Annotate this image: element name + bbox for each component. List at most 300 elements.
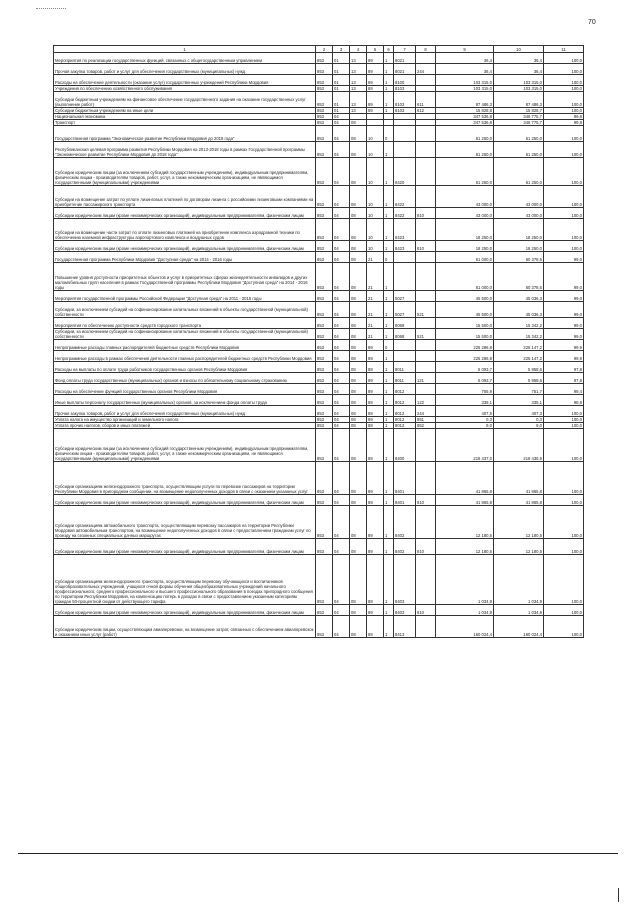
cell-c3: 01 (333, 92, 350, 108)
cell-c3: 01 (333, 64, 350, 75)
cell-c4: 13 (350, 53, 367, 64)
cell-c11: 100,0 (544, 75, 584, 86)
cell-c5: 89 (367, 75, 384, 86)
cell-c4: 08 (350, 263, 367, 291)
cell-c10: 9,0 (494, 423, 544, 429)
cell-c8: 521 (416, 329, 436, 340)
cell-c7: 8423 (394, 241, 416, 252)
cell-c8: 810 (416, 539, 436, 555)
cell-c4: 08 (350, 340, 367, 351)
cell-c11: 100,0 (544, 429, 584, 462)
table-row (54, 318, 584, 329)
column-number-7: 7 (394, 46, 416, 53)
table-row (54, 126, 584, 142)
row-name: Прочая закупка товаров, работ и услуг для обеспечения государственных (муниципальных) нужд (54, 406, 316, 417)
row-name: Повышение уровня доступности приоритетных объектов и услуг в приоритетных сферах жизнедеятельности инвалидов и других маломобильных групп населения в рамках Государственной программы Республики Мордовия "Доступная среда" на 2014 - 2016 годы (54, 263, 316, 291)
cell-c11: 100,0 (544, 208, 584, 219)
cell-c11: 100,0 (544, 86, 584, 92)
table-row (54, 241, 584, 252)
table-row (54, 186, 584, 208)
cell-c5: 89 (367, 108, 384, 114)
cell-c7: 8068 (394, 329, 416, 340)
cell-c7: 8100 (394, 75, 416, 86)
cell-c6: 1 (384, 462, 394, 495)
cell-c7 (394, 126, 416, 142)
column-number-11: 11 (544, 46, 584, 53)
cell-c9: 36,4 (436, 53, 494, 64)
cell-c2: 853 (316, 417, 333, 423)
cell-c9: 43 000,0 (436, 208, 494, 219)
cell-c4: 08 (350, 208, 367, 219)
table-row (54, 495, 584, 506)
column-number-4: 4 (350, 46, 367, 53)
table-row (54, 406, 584, 417)
cell-c9: 61 000,0 (436, 263, 494, 291)
cell-c6: 1 (384, 395, 394, 406)
cell-c5: 10 (367, 126, 384, 142)
cell-c11: 100,0 (544, 142, 584, 158)
cell-c7: 8011 (394, 373, 416, 384)
cell-c9: 41 865,8 (436, 495, 494, 506)
cell-c6: 1 (384, 417, 394, 423)
cell-c6: 1 (384, 302, 394, 318)
cell-c6: 1 (384, 158, 394, 186)
cell-c9: 225 286,8 (436, 340, 494, 351)
cell-c4: 08 (350, 605, 367, 616)
row-name: Субсидии юридическим лицам, осуществляющим авиаперевозки, на возмещение затрат, связанных с обеспечением авиаперевозок и оказанием иных услуг (работ) (54, 616, 316, 638)
cell-c7: 8422 (394, 208, 416, 219)
cell-c2: 853 (316, 429, 333, 462)
cell-c7 (394, 263, 416, 291)
cell-c6: 1 (384, 605, 394, 616)
cell-c7: 8021 (394, 64, 416, 75)
cell-c7: 8422 (394, 186, 416, 208)
budget-table (53, 45, 584, 638)
cell-c9: 61 000,0 (436, 252, 494, 263)
cell-c7: 8402 (394, 539, 416, 555)
cell-c2: 853 (316, 158, 333, 186)
cell-c9: 339,1 (436, 395, 494, 406)
cell-c4: 08 (350, 362, 367, 373)
cell-c4: 08 (350, 318, 367, 329)
cell-c11: 98,8 (544, 395, 584, 406)
cell-c5: 89 (367, 406, 384, 417)
table-row (54, 329, 584, 340)
cell-c6: 1 (384, 318, 394, 329)
cell-c7: 8068 (394, 318, 416, 329)
cell-c6: 1 (384, 108, 394, 114)
cell-c6: 1 (384, 373, 394, 384)
cell-c2: 853 (316, 120, 333, 126)
cell-c3: 04 (333, 252, 350, 263)
table-row (54, 362, 584, 373)
cell-c10: 60 378,5 (494, 263, 544, 291)
cell-c2: 853 (316, 241, 333, 252)
table-row (54, 208, 584, 219)
cell-c10: 43 000,0 (494, 186, 544, 208)
cell-c11: 100,0 (544, 108, 584, 114)
cell-c6: 1 (384, 75, 394, 86)
cell-c5: 21 (367, 252, 384, 263)
column-number-5: 5 (367, 46, 384, 53)
row-name: Субсидии юридическим лицам (за исключением субсидий государственным учреждениям), индивидуальным предпринимателям, физическим лицам - производителям товаров, работ, услуг, а также некоммерческим организациям, не являющимся государственными (муниципальными) учреждениями (54, 429, 316, 462)
row-name: Учреждения по обеспечению хозяйственного обслуживания (54, 86, 316, 92)
cell-c2: 853 (316, 539, 333, 555)
table-row (54, 53, 584, 64)
cell-c5: 89 (367, 495, 384, 506)
cell-c4: 13 (350, 92, 367, 108)
cell-c3: 01 (333, 75, 350, 86)
cell-c4: 08 (350, 616, 367, 638)
cell-c2: 853 (316, 373, 333, 384)
cell-c10: 335,1 (494, 395, 544, 406)
cell-c9: 1 034,9 (436, 555, 494, 605)
cell-c11: 99,9 (544, 351, 584, 362)
cell-c6: 1 (384, 539, 394, 555)
cell-c2: 853 (316, 92, 333, 108)
cell-c7: 8402 (394, 506, 416, 539)
cell-c3: 04 (333, 114, 350, 120)
cell-c3: 04 (333, 362, 350, 373)
row-name: Государственная программа Республики Мордовия "Доступная среда" на 2014 - 2016 годы (54, 252, 316, 263)
cell-c7: 5027 (394, 302, 416, 318)
cell-c6: 1 (384, 241, 394, 252)
cell-c9: 6 093,7 (436, 373, 494, 384)
cell-c3: 04 (333, 241, 350, 252)
cell-c7: 8423 (394, 219, 416, 241)
cell-c8 (416, 616, 436, 638)
cell-c2: 853 (316, 340, 333, 351)
row-name: Субсидии юридическим лицам (кроме некоммерческих организаций), индивидуальным предпринимателям, физическим лицам (54, 208, 316, 219)
cell-c11: 100,0 (544, 241, 584, 252)
cell-c4: 08 (350, 142, 367, 158)
table-row (54, 92, 584, 108)
cell-c3: 04 (333, 429, 350, 462)
cell-c10: 36,4 (494, 64, 544, 75)
cell-c7: 8403 (394, 555, 416, 605)
cell-c6: 0 (384, 252, 394, 263)
cell-c8 (416, 555, 436, 605)
cell-c7: 8401 (394, 495, 416, 506)
cell-c11: 100,0 (544, 64, 584, 75)
cell-c11: 100,0 (544, 92, 584, 108)
cell-c11: 97,8 (544, 373, 584, 384)
cell-c9: 61 250,0 (436, 142, 494, 158)
cell-c5: 89 (367, 53, 384, 64)
cell-c10: 103 315,0 (494, 86, 544, 92)
cell-c4: 08 (350, 291, 367, 302)
cell-c11: 99,0 (544, 291, 584, 302)
cell-c9: 755,9 (436, 384, 494, 395)
cell-c11: 100,0 (544, 406, 584, 417)
cell-c10: 61 250,0 (494, 142, 544, 158)
row-name: Субсидии бюджетным учреждениям на иные цели (54, 108, 316, 114)
cell-c2: 853 (316, 64, 333, 75)
cell-c8 (416, 506, 436, 539)
cell-c8: 810 (416, 495, 436, 506)
cell-c9: 225 286,8 (436, 351, 494, 362)
row-name: Уплата налога на имущество организаций и земельного налога (54, 417, 316, 423)
cell-c8: 122 (416, 395, 436, 406)
cell-c5: 89 (367, 395, 384, 406)
cell-c7: 8012 (394, 417, 416, 423)
cell-c4: 08 (350, 555, 367, 605)
cell-c5: 89 (367, 462, 384, 495)
cell-c5: 89 (367, 555, 384, 605)
table-row (54, 616, 584, 638)
row-name: Субсидии, за исключением субсидий на софинансирование капитальных вложений в объекты государственной (муниципальной) собственности (54, 302, 316, 318)
cell-c3: 04 (333, 555, 350, 605)
cell-c7: 8103 (394, 92, 416, 108)
cell-c10: 41 865,8 (494, 495, 544, 506)
cell-c3: 04 (333, 616, 350, 638)
cell-c6: 1 (384, 64, 394, 75)
cell-c9: 45 500,0 (436, 291, 494, 302)
cell-c10: 751,7 (494, 384, 544, 395)
cell-c6: 1 (384, 263, 394, 291)
cell-c8 (416, 126, 436, 142)
table-row (54, 506, 584, 539)
cell-c8 (416, 252, 436, 263)
cell-c8 (416, 219, 436, 241)
cell-c11: 99,0 (544, 318, 584, 329)
cell-c9: 0,3 (436, 417, 494, 423)
cell-c10: 15 342,2 (494, 318, 544, 329)
cell-c7: 8403 (394, 605, 416, 616)
row-name: Транспорт (54, 120, 316, 126)
cell-c8: 851 (416, 417, 436, 423)
cell-c10: 346 775,7 (494, 114, 544, 120)
cell-c11: 100,0 (544, 605, 584, 616)
row-name: Прочая закупка товаров, работ и услуг для обеспечения государственных (муниципальных) нужд (54, 64, 316, 75)
cell-c4: 08 (350, 252, 367, 263)
column-number-2: 2 (316, 46, 333, 53)
cell-c9: 36,4 (436, 64, 494, 75)
cell-c4: 08 (350, 506, 367, 539)
cell-c10: 218 436,9 (494, 429, 544, 462)
cell-c2: 853 (316, 395, 333, 406)
cell-c9: 12 180,5 (436, 539, 494, 555)
cell-c11: 99,0 (544, 329, 584, 340)
cell-c5: 21 (367, 302, 384, 318)
cell-c2: 853 (316, 351, 333, 362)
cell-c3: 04 (333, 539, 350, 555)
cell-c3: 04 (333, 395, 350, 406)
cell-c10: 160 024,4 (494, 616, 544, 638)
row-name: Субсидии юридическим лицам (кроме некоммерческих организаций), индивидуальным предпринимателям, физическим лицам (54, 605, 316, 616)
cell-c8 (416, 462, 436, 495)
cell-c10: 41 865,8 (494, 462, 544, 495)
row-name: Непрограммные расходы в рамках обеспечения деятельности главных распорядителей бюджетных средств Республики Мордовия (54, 351, 316, 362)
cell-c10: 12 180,5 (494, 539, 544, 555)
cell-c9: 87 486,3 (436, 92, 494, 108)
cell-c5: 89 (367, 86, 384, 92)
cell-c9: 6 093,7 (436, 362, 494, 373)
cell-c2: 853 (316, 291, 333, 302)
cell-c4: 13 (350, 108, 367, 114)
cell-c10: 36,4 (494, 53, 544, 64)
table-row (54, 302, 584, 318)
table-row (54, 605, 584, 616)
cell-c7 (394, 351, 416, 362)
cell-c10: 103 315,0 (494, 75, 544, 86)
cell-c7: 8012 (394, 384, 416, 395)
cell-c10: 5 958,6 (494, 362, 544, 373)
cell-c8 (416, 53, 436, 64)
cell-c6: 1 (384, 186, 394, 208)
cell-c8 (416, 429, 436, 462)
cell-c7 (394, 252, 416, 263)
cell-c2: 853 (316, 208, 333, 219)
cell-c6: 1 (384, 142, 394, 158)
row-name: Непрограммные расходы главных распорядителей бюджетных средств Республики Мордовия (54, 340, 316, 351)
cell-c8 (416, 186, 436, 208)
cell-c5: 89 (367, 373, 384, 384)
cell-c11: 100,0 (544, 506, 584, 539)
cell-c5: 10 (367, 208, 384, 219)
cell-c2: 853 (316, 616, 333, 638)
cell-c11: 100,0 (544, 417, 584, 423)
cell-c10: 15 342,2 (494, 329, 544, 340)
cell-c5: 10 (367, 241, 384, 252)
cell-c8 (416, 384, 436, 395)
cell-c10: 45 036,3 (494, 291, 544, 302)
cell-c2: 853 (316, 86, 333, 92)
cell-c11: 100,0 (544, 126, 584, 142)
cell-c9: 407,5 (436, 406, 494, 417)
cell-c3: 04 (333, 495, 350, 506)
cell-c9: 160 024,4 (436, 616, 494, 638)
cell-c6: 1 (384, 506, 394, 539)
cell-c4: 08 (350, 429, 367, 462)
cell-c4: 08 (350, 120, 367, 126)
cell-c4: 08 (350, 406, 367, 417)
cell-c4: 08 (350, 384, 367, 395)
cell-c2: 853 (316, 53, 333, 64)
cell-c5: 89 (367, 351, 384, 362)
row-name: Расходы на обеспечение функций государственных органов Республики Мордовия (54, 384, 316, 395)
row-name: Уплата прочих налогов, сборов и иных платежей (54, 423, 316, 429)
cell-c9: 15 500,0 (436, 318, 494, 329)
cell-c3: 04 (333, 208, 350, 219)
cell-c5: 89 (367, 616, 384, 638)
cell-c11: 99,9 (544, 340, 584, 351)
cell-c11: 99,8 (544, 114, 584, 120)
cell-c7: 8413 (394, 616, 416, 638)
cell-c6: 1 (384, 86, 394, 92)
cell-c10: 346 775,7 (494, 120, 544, 126)
column-number-8: 8 (416, 46, 436, 53)
row-name: Субсидии организациям автомобильного транспорта, осуществляющим перевозку пассажиров на территории Республики Мордовия автомобильным транспортом, на возмещение недополученных доходов в связи с предоставлением гражданам услуг по проезду на сезонных специальных дачных маршрутах (54, 506, 316, 539)
cell-c6: 1 (384, 384, 394, 395)
cell-c8 (416, 142, 436, 158)
cell-c9: 103 315,0 (436, 86, 494, 92)
table-row (54, 351, 584, 362)
page-number: 70 (588, 19, 596, 26)
cell-c5: 89 (367, 506, 384, 539)
cell-c4: 08 (350, 395, 367, 406)
cell-c2: 853 (316, 302, 333, 318)
column-number-10: 10 (494, 46, 544, 53)
cell-c11: 99,0 (544, 263, 584, 291)
table-row (54, 64, 584, 75)
cell-c2: 853 (316, 263, 333, 291)
table-row (54, 263, 584, 291)
cell-c10: 225 147,2 (494, 340, 544, 351)
cell-c5: 10 (367, 186, 384, 208)
cell-c7: 8012 (394, 406, 416, 417)
cell-c3: 04 (333, 186, 350, 208)
cell-c5: 89 (367, 64, 384, 75)
cell-c10: 1 034,9 (494, 555, 544, 605)
cell-c9: 41 865,8 (436, 462, 494, 495)
cell-c5: 21 (367, 318, 384, 329)
column-number-1: 1 (54, 46, 316, 53)
cell-c11: 99,0 (544, 302, 584, 318)
cell-c10: 60 378,5 (494, 252, 544, 263)
cell-c4: 08 (350, 417, 367, 423)
cell-c3: 04 (333, 605, 350, 616)
cell-c6: 1 (384, 208, 394, 219)
cell-c7: 8420 (394, 158, 416, 186)
cell-c8 (416, 340, 436, 351)
cell-c4: 08 (350, 462, 367, 495)
column-number-3: 3 (333, 46, 350, 53)
cell-c4: 08 (350, 158, 367, 186)
cell-c8: 810 (416, 241, 436, 252)
cell-c10: 43 000,0 (494, 208, 544, 219)
row-name: Мероприятия по реализации государственных функций, связанных с общегосударственным управлением (54, 53, 316, 64)
cell-c4: 08 (350, 302, 367, 318)
cell-c4: 13 (350, 64, 367, 75)
cell-c3: 04 (333, 384, 350, 395)
row-name: Расходы на обеспечение деятельности (оказание услуг) государственных учреждений Республики Мордовия (54, 75, 316, 86)
table-row (54, 384, 584, 395)
cell-c8: 611 (416, 92, 436, 108)
scan-corner-mark (618, 888, 622, 902)
cell-c11: 100,0 (544, 462, 584, 495)
cell-c6: 1 (384, 423, 394, 429)
cell-c8: 121 (416, 373, 436, 384)
cell-c2: 853 (316, 108, 333, 114)
cell-c11: 100,0 (544, 158, 584, 186)
cell-c11: 100,0 (544, 53, 584, 64)
cell-c4: 08 (350, 423, 367, 429)
cell-c6: 1 (384, 555, 394, 605)
cell-c6: 1 (384, 616, 394, 638)
cell-c8: 521 (416, 302, 436, 318)
cell-c7: 8012 (394, 423, 416, 429)
row-name: Фонд оплаты труда государственных (муниципальных) органов и взносы по обязательному социальному страхованию (54, 373, 316, 384)
cell-c3: 04 (333, 318, 350, 329)
table-row (54, 340, 584, 351)
cell-c2: 853 (316, 142, 333, 158)
cell-c10: 18 250,0 (494, 241, 544, 252)
row-name: Субсидии организациям железнодорожного транспорта, осуществляющим перевозку обучающихся и воспитанников общеобразовательных учреждений, учащихся очной формы обучения общеобразовательных учреждений начального профессионального, среднего профессионального и высшего профессионального образования в поездах пригородного сообщения по территории Республики Мордовия, на компенсацию потерь в доходах в связи с предоставлением указанным категориям граждан 50-процентной скидки от действующего тарифа (54, 555, 316, 605)
row-name: Субсидии на возмещение затрат по уплате лизинговых платежей по договорам лизинга с российскими лизинговыми компаниями на приобретение пассажирского транспорта (54, 186, 316, 208)
cell-c7: 8400 (394, 429, 416, 462)
cell-c6: 0 (384, 340, 394, 351)
cell-c2: 853 (316, 462, 333, 495)
cell-c5: 89 (367, 92, 384, 108)
cell-c10: 87 486,3 (494, 92, 544, 108)
cell-c4: 08 (350, 329, 367, 340)
table-row (54, 462, 584, 495)
cell-c4: 08 (350, 186, 367, 208)
cell-c2: 853 (316, 406, 333, 417)
cell-c5: 89 (367, 340, 384, 351)
cell-c2: 853 (316, 506, 333, 539)
